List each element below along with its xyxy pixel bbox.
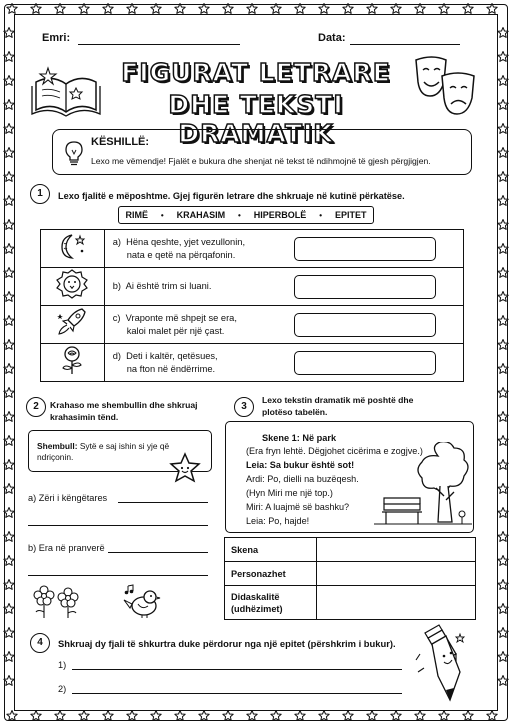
table-label-didaskalite: Didaskalitë bbox=[231, 591, 280, 602]
example-label: Shembull: bbox=[37, 441, 78, 451]
pencil-character-icon bbox=[414, 624, 466, 702]
question-b: b) Era në pranverë bbox=[28, 543, 105, 553]
task3-number: 3 bbox=[234, 397, 254, 417]
moon-stars-icon bbox=[54, 231, 90, 261]
table-row bbox=[41, 268, 464, 306]
row-prefix: a) bbox=[112, 236, 121, 247]
example-line2: ndriçonin. bbox=[37, 452, 74, 462]
tips-title: KËSHILLË: bbox=[91, 136, 150, 148]
table-row bbox=[41, 306, 464, 344]
row-prefix: b) bbox=[112, 281, 121, 291]
row-line1: Ai është trim si luani. bbox=[125, 281, 212, 291]
table-row bbox=[41, 344, 464, 382]
park-tree-bench-icon bbox=[374, 442, 472, 532]
drama-table bbox=[224, 537, 476, 620]
answer-line-a1[interactable] bbox=[118, 502, 208, 503]
task3-instruction-line1: Lexo tekstin dramatik më poshtë dhe bbox=[262, 395, 414, 405]
question-a: a) Zëri i këngëtares bbox=[28, 493, 108, 503]
row-prefix: c) bbox=[112, 312, 121, 323]
figures-table bbox=[40, 229, 464, 382]
scene-box bbox=[225, 421, 474, 533]
lightbulb-icon bbox=[63, 139, 85, 167]
example-line1: Sytë e saj ishin si yje që bbox=[79, 441, 170, 451]
task2-number: 2 bbox=[26, 397, 46, 417]
page-title-line1: FIGURAT LETRARE bbox=[121, 58, 391, 87]
flowers-icon bbox=[32, 584, 84, 620]
name-label: Emri: bbox=[42, 32, 71, 44]
scene-title: Skene 1: Në park bbox=[262, 433, 337, 443]
table-label-personazhet: Personazhet bbox=[225, 562, 317, 586]
task4-instruction: Shkruaj dy fjali të shkurtra duke përdorur nga një epitet (përshkrim i bukur). bbox=[58, 638, 396, 649]
row-line1: Hëna qeshte, yjet vezullonin, bbox=[126, 236, 246, 247]
word-bank bbox=[118, 206, 374, 224]
answer-line-1[interactable] bbox=[72, 669, 402, 670]
task2-instruction-line2: krahasimin tënd. bbox=[50, 412, 119, 422]
answer-cell-didaskalite[interactable] bbox=[317, 586, 476, 620]
row-prefix: d) bbox=[112, 350, 121, 361]
answer-line-a2[interactable] bbox=[28, 525, 208, 526]
word-bank-item: HIPERBOLË bbox=[253, 210, 307, 220]
table-label-skena: Skena bbox=[225, 538, 317, 562]
row-line1: Deti i kaltër, qetësues, bbox=[126, 350, 218, 361]
task4-number: 4 bbox=[30, 633, 50, 653]
task1-number: 1 bbox=[30, 184, 50, 204]
answer-cell-personazhet[interactable] bbox=[317, 562, 476, 586]
answer-line-b2[interactable] bbox=[28, 575, 208, 576]
smiling-star-icon bbox=[168, 452, 202, 484]
word-bank-bullet: • bbox=[319, 210, 323, 220]
table-row bbox=[41, 230, 464, 268]
table-row bbox=[225, 562, 476, 586]
task3-instruction-line2: plotëso tabelën. bbox=[262, 407, 328, 417]
lion-icon bbox=[55, 268, 89, 300]
word-bank-bullet: • bbox=[238, 210, 241, 220]
task2-instruction-line1: Krahaso me shembullin dhe shkruaj bbox=[50, 400, 198, 410]
date-input-line[interactable] bbox=[350, 44, 460, 45]
page-title-line2: DHE TEKSTI DRAMATIK bbox=[168, 90, 344, 148]
row-line2: na fton në ëndërrime. bbox=[126, 363, 216, 374]
answer-box-b[interactable] bbox=[294, 275, 436, 299]
scene-line: Leia: Po, hajde! bbox=[246, 516, 310, 526]
answer-number-2: 2) bbox=[58, 684, 67, 694]
answer-line-2[interactable] bbox=[72, 693, 402, 694]
task1-instruction: Lexo fjalitë e mëposhtme. Gjej figurën letrare dhe shkruaje në kutinë përkatëse. bbox=[58, 191, 405, 201]
scene-line: (Era fryn lehtë. Dëgjohet cicërima e zogjve.) bbox=[246, 446, 423, 456]
scene-line: (Hyn Miri me një top.) bbox=[246, 488, 333, 498]
answer-number-1: 1) bbox=[58, 660, 67, 670]
answer-line-b1[interactable] bbox=[108, 552, 208, 553]
word-bank-bullet: • bbox=[160, 210, 164, 220]
scene-line: Ardi: Po, dielli na buzëqesh. bbox=[246, 474, 359, 484]
word-bank-item: RIMË bbox=[125, 210, 148, 220]
answer-box-c[interactable] bbox=[294, 313, 436, 337]
answer-box-a[interactable] bbox=[294, 237, 436, 261]
row-line2: nata e qetë na përqafonin. bbox=[126, 249, 236, 260]
name-input-line[interactable] bbox=[78, 44, 240, 45]
tips-text: Lexo me vëmendje! Fjalët e bukura dhe shenjat në tekst të ndihmojnë të gjesh përgjigjen. bbox=[91, 156, 431, 166]
word-bank-item: EPITET bbox=[334, 210, 367, 220]
table-row bbox=[225, 586, 476, 620]
date-label: Data: bbox=[318, 32, 346, 44]
answer-cell-skena[interactable] bbox=[317, 538, 476, 562]
rose-icon bbox=[57, 344, 87, 376]
row-line2: kaloi malet për një çast. bbox=[126, 325, 225, 336]
row-line1: Vraponte më shpejt se era, bbox=[125, 312, 237, 323]
rocket-icon bbox=[54, 306, 90, 338]
theater-masks-icon bbox=[410, 54, 480, 120]
bird-icon bbox=[120, 582, 164, 620]
scene-line: Leia: Sa bukur është sot! bbox=[246, 460, 355, 470]
table-label-didaskalite-sub: (udhëzimet) bbox=[231, 603, 283, 614]
open-book-icon bbox=[30, 64, 102, 120]
table-row bbox=[225, 538, 476, 562]
tips-box bbox=[52, 129, 472, 175]
answer-box-d[interactable] bbox=[294, 351, 436, 375]
scene-line: Miri: A luajmë së bashku? bbox=[246, 502, 350, 512]
word-bank-item: KRAHASIM bbox=[176, 210, 226, 220]
